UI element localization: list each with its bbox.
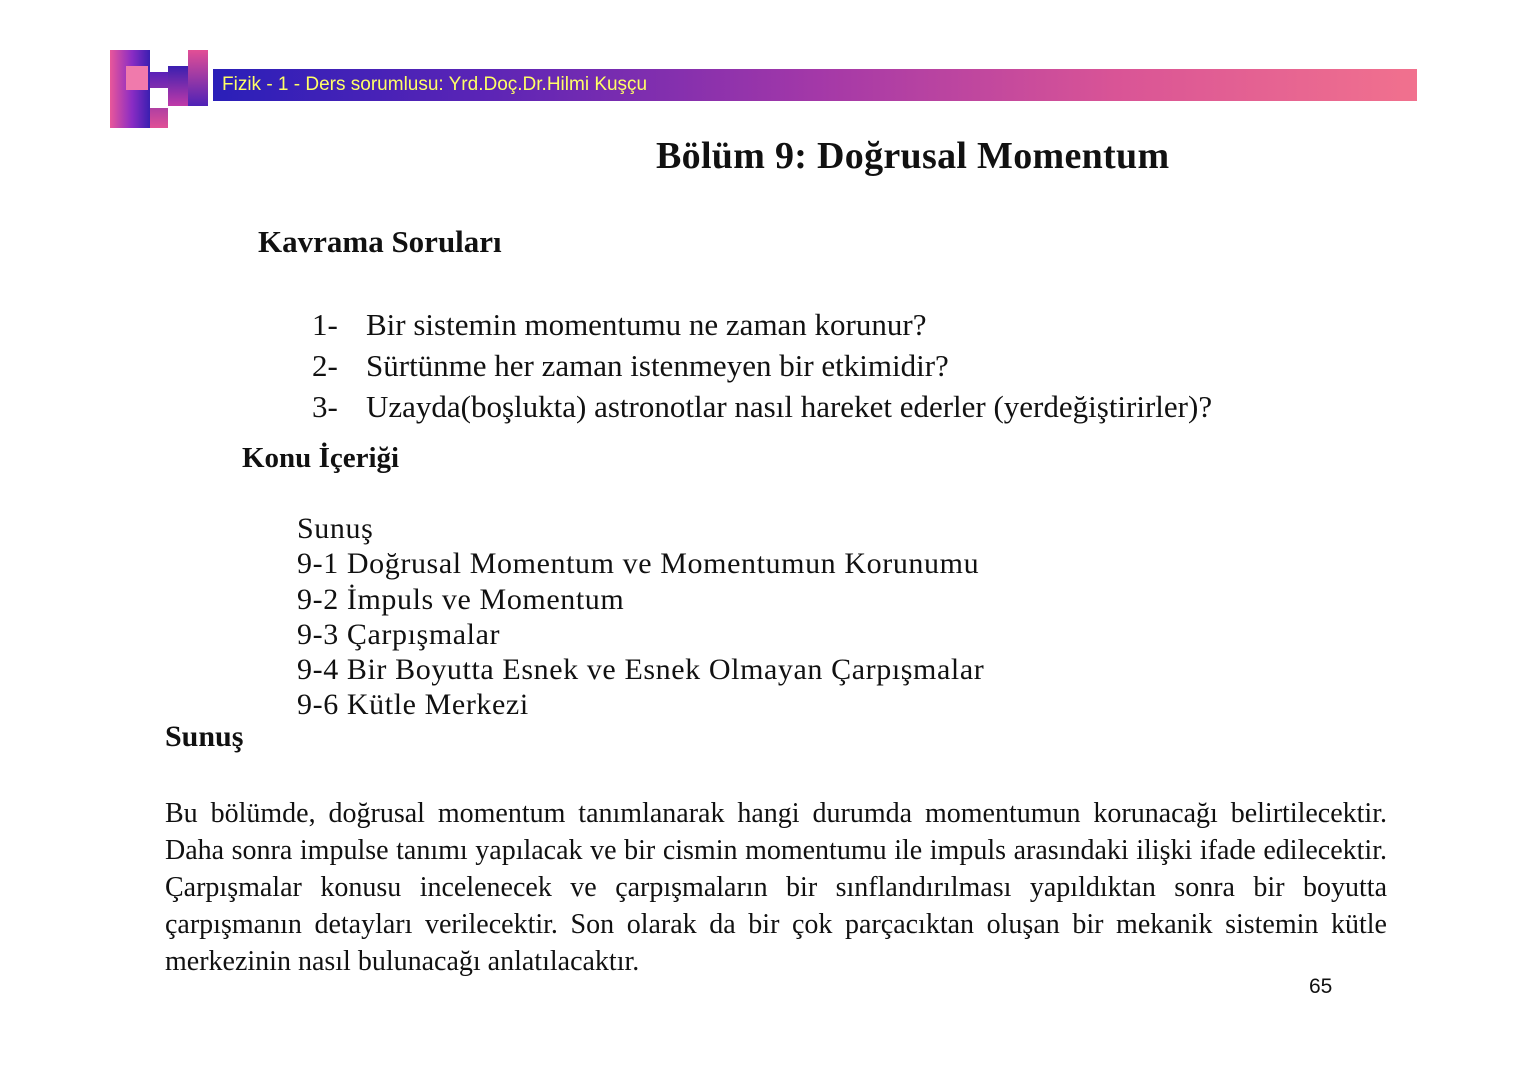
chapter-title: Bölüm 9: Doğrusal Momentum	[656, 135, 1170, 177]
contents-heading: Konu İçeriği	[242, 442, 400, 474]
page-number: 65	[1309, 975, 1333, 998]
slide-logo	[0, 0, 230, 140]
contents-item: 9-6 Kütle Merkezi	[297, 688, 529, 722]
questions-heading: Kavrama Soruları	[258, 224, 502, 259]
contents-list	[297, 511, 984, 723]
header-title: Fizik - 1 - Ders sorumlusu: Yrd.Doç.Dr.Hilmi Kuşçu	[222, 74, 648, 95]
contents-item: Sunuş	[297, 512, 374, 545]
contents-item: 9-1 Doğrusal Momentum ve Momentumun Korunumu	[297, 547, 980, 581]
intro-heading: Sunuş	[165, 720, 244, 753]
question-text: Bir sistemin momentumu ne zaman korunur?	[366, 307, 927, 342]
question-number: 3-	[312, 389, 338, 424]
question-item	[312, 304, 1212, 345]
question-text: Uzayda(boşlukta) astronotlar nasıl hareket ederler (yerdeğiştirirler)?	[366, 389, 1213, 424]
logo-block	[168, 66, 190, 106]
logo-block	[188, 50, 208, 106]
questions-list	[312, 304, 1212, 427]
contents-item: 9-4 Bir Boyutta Esnek ve Esnek Olmayan Çarpışmalar	[297, 653, 985, 687]
question-text: Sürtünme her zaman istenmeyen bir etkimidir?	[366, 348, 949, 383]
logo-block	[150, 88, 168, 108]
question-number: 1-	[312, 307, 338, 342]
header-bar	[213, 69, 1417, 101]
question-number: 2-	[312, 348, 338, 383]
intro-paragraph: Bu bölümde, doğrusal momentum tanımlanarak hangi durumda momentumun korunacağı belirtilecektir. Daha sonra impulse tanımı yapılacak ve bir cismin momentumu ile impuls arasındaki ilişki ifade edilecektir. Çarpışmalar konusu incelenecek ve çarpışmaların bir sınflandırılması yapıldıktan sonra bir boyutta çarpışmanın detayları verilecektir. Son olarak da bir çok parçacıktan oluşan bir mekanik sistemin kütle merkezinin nasıl bulunacağı anlatılacaktır.	[165, 798, 1387, 977]
question-item	[312, 345, 1212, 386]
question-item	[312, 386, 1212, 427]
logo-block	[126, 66, 148, 90]
contents-item: 9-2 İmpuls ve Momentum	[297, 582, 625, 616]
contents-item: 9-3 Çarpışmalar	[297, 617, 501, 651]
